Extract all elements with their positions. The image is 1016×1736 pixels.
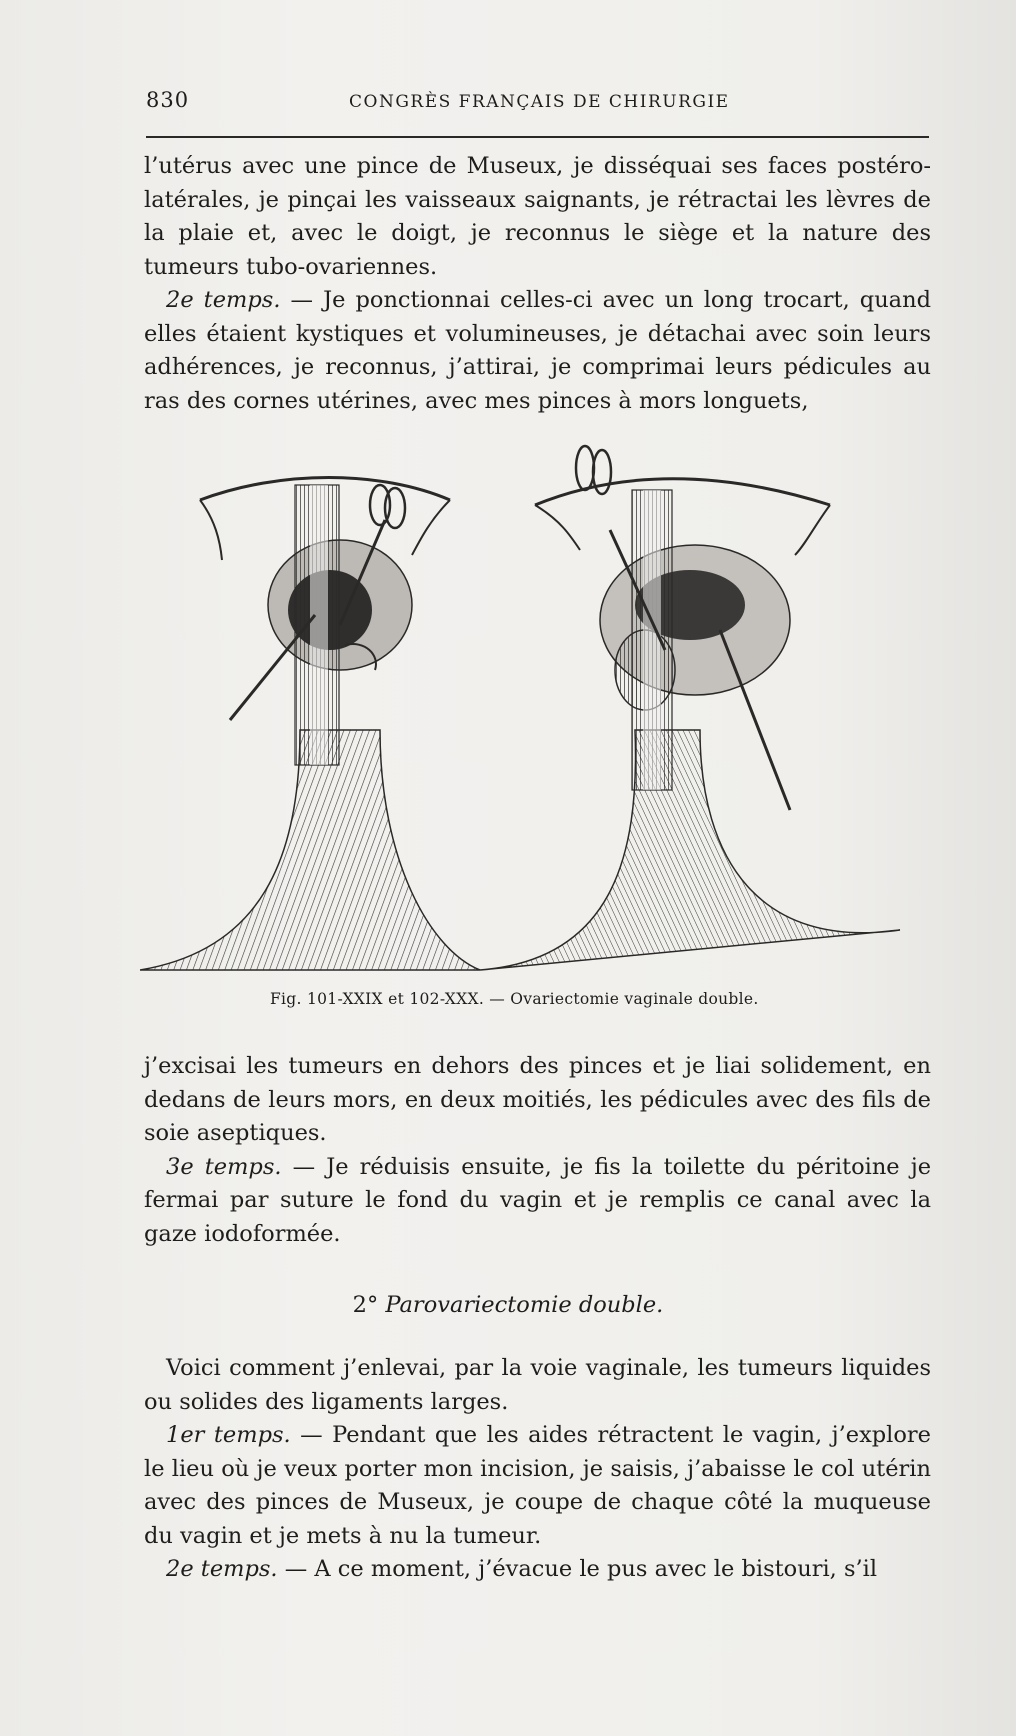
text-block-top	[144, 150, 931, 418]
step-label: 1er temps.	[166, 1422, 291, 1448]
paragraph-2: 2e temps. — Je ponctionnai celles-ci avec un long trocart, quand elles étaient kystiques et volumineuses, je détachai avec soin leurs adhérences, je reconnus, j’attirai, je comprimai leurs pédicules au ras des cornes utérines, avec mes pinces à mors longuets,	[144, 287, 931, 414]
step-label: 2e temps.	[166, 287, 281, 313]
surgical-illustration	[140, 430, 940, 978]
page-number: 830	[146, 88, 190, 112]
paragraph-1: l’utérus avec une pince de Museux, je disséquai ses faces postéro-latérales, je pinçai les vaisseaux saignants, je rétractai les lèvres de la plaie et, avec le doigt, je reconnus le siège et la nature des tumeurs tubo-ovariennes.	[144, 153, 931, 280]
section-title: Parovariectomie double.	[385, 1292, 664, 1318]
step-label: 3e temps.	[166, 1153, 282, 1180]
section-number: 2°	[352, 1292, 379, 1318]
paragraph-7: 2e temps. — A ce moment, j’évacue le pus avec le bistouri, s’il	[166, 1556, 878, 1582]
paragraph-6: 1er temps. — Pendant que les aides rétractent le vagin, j’explore le lieu où je veux porter mon incision, je saisis, j’abaisse le col utérin avec des pinces de Museux, je coupe de chaque côté la muqueuse du vagin et je mets à nu la tumeur.	[144, 1422, 931, 1549]
header-rule	[146, 136, 929, 138]
text-block-bottom	[144, 1352, 931, 1587]
paragraph-3: j’excisai les tumeurs en dehors des pinces et je liai solidement, en dedans de leurs mors, en deux moitiés, les pédicules avec des fils de soie aseptiques.	[144, 1053, 931, 1146]
section-heading	[0, 1292, 1016, 1318]
step-label: 2e temps.	[166, 1556, 278, 1582]
paragraph-5: Voici comment j’enlevai, par la voie vaginale, les tumeurs liquides ou solides des ligaments larges.	[144, 1355, 931, 1415]
text-block-middle	[144, 1050, 931, 1251]
figure-right	[480, 446, 900, 970]
running-title: CONGRÈS FRANÇAIS DE CHIRURGIE	[349, 92, 730, 112]
figure-caption: Fig. 101-XXIX et 102-XXX. — Ovariectomie vaginale double.	[270, 990, 759, 1008]
figure-left	[140, 478, 480, 971]
paragraph-4: 3e temps. — Je réduisis ensuite, je fis la toilette du péritoine je fermai par suture le fond du vagin et je remplis ce canal avec la gaze iodoformée.	[144, 1153, 932, 1247]
